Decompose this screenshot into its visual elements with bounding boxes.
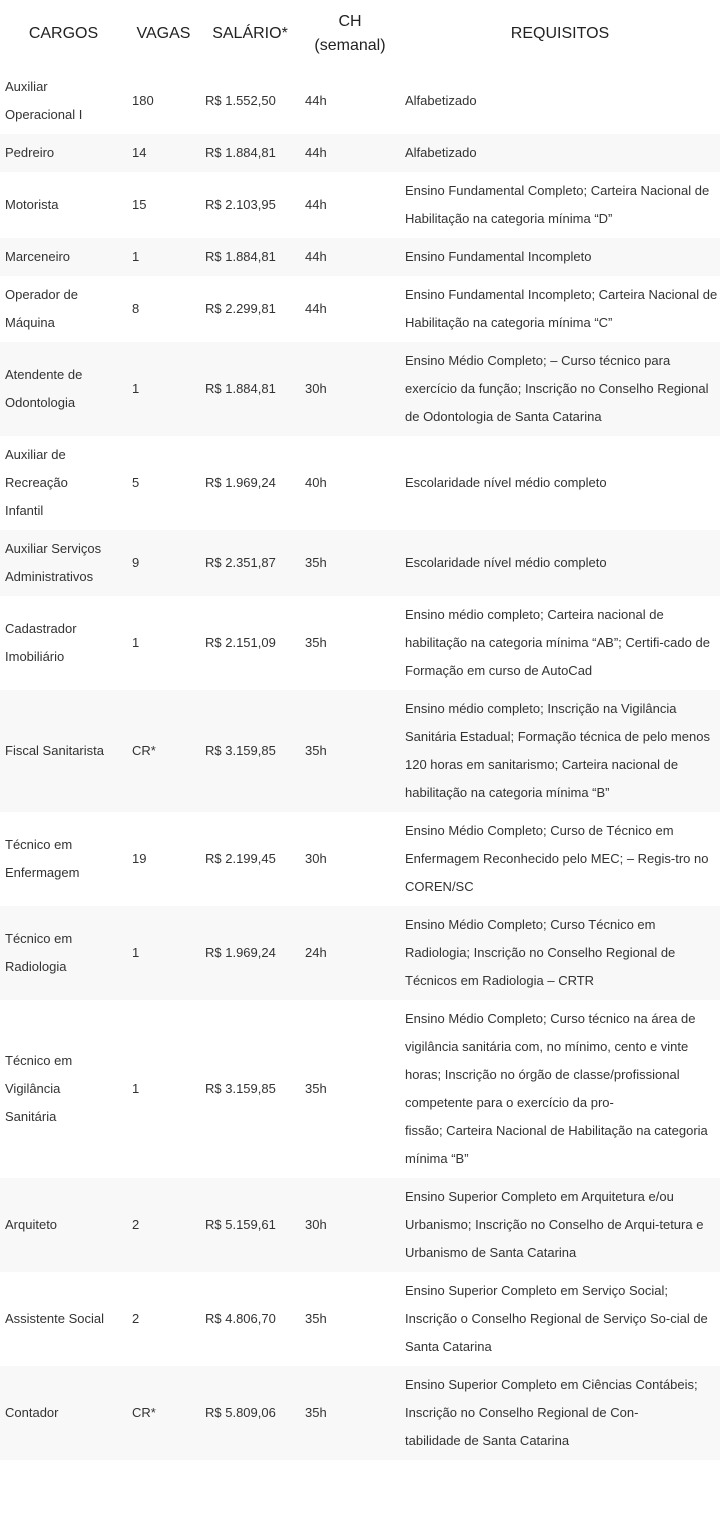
cell-requisitos: Ensino Superior Completo em Ciências Contábeis; Inscrição no Conselho Regional de Con- tabilidade de Santa Catarina bbox=[400, 1366, 720, 1460]
cell-vagas: 1 bbox=[132, 1081, 140, 1096]
cell-ch: 35h bbox=[300, 530, 400, 596]
header-requisitos: REQUISITOS bbox=[510, 25, 610, 42]
cell-vagas: CR* bbox=[127, 690, 200, 812]
cell-requisitos: Alfabetizado bbox=[405, 93, 477, 108]
cell-salario: R$ 2.103,95 bbox=[205, 197, 276, 212]
cell-cargo: Contador bbox=[0, 1366, 127, 1460]
cell-cargo: Pedreiro bbox=[0, 134, 127, 172]
table-row bbox=[0, 596, 720, 690]
cell-ch: 24h bbox=[300, 906, 400, 1000]
cell-cargo: Assistente Social bbox=[5, 1311, 104, 1326]
cell-salario: R$ 2.151,09 bbox=[205, 635, 276, 650]
cell-vagas: 180 bbox=[132, 93, 154, 108]
cell-ch: 44h bbox=[300, 134, 400, 172]
header-salario: SALÁRIO* bbox=[212, 25, 288, 42]
cell-cargo: Operador de Máquina bbox=[5, 287, 78, 330]
table-row bbox=[0, 1000, 720, 1178]
cell-salario: R$ 1.552,50 bbox=[205, 93, 276, 108]
cell-salario: R$ 1.884,81 bbox=[200, 342, 300, 436]
cell-ch: 35h bbox=[300, 690, 400, 812]
cell-salario: R$ 1.884,81 bbox=[200, 134, 300, 172]
cell-requisitos: Ensino Fundamental Completo; Carteira Nacional de Habilitação na categoria mínima “D” bbox=[405, 183, 710, 226]
header-cargos: CARGOS bbox=[28, 25, 99, 42]
cell-salario: R$ 2.299,81 bbox=[205, 301, 276, 316]
cell-ch: 35h bbox=[305, 1081, 327, 1096]
cell-vagas: CR* bbox=[127, 1366, 200, 1460]
cell-vagas: 15 bbox=[132, 197, 147, 212]
table-row bbox=[0, 172, 720, 238]
header-ch-line2: (semanal) bbox=[314, 37, 386, 54]
cell-ch: 44h bbox=[305, 301, 327, 316]
cell-salario: R$ 3.159,85 bbox=[200, 690, 300, 812]
cell-salario: R$ 5.809,06 bbox=[200, 1366, 300, 1460]
table-row bbox=[0, 1366, 720, 1460]
cell-cargo: Técnico em Vigilância Sanitária bbox=[5, 1053, 73, 1124]
cell-salario: R$ 5.159,61 bbox=[200, 1178, 300, 1272]
cell-ch: 40h bbox=[305, 475, 327, 490]
table-row bbox=[0, 342, 720, 436]
table-row bbox=[0, 68, 720, 134]
cell-salario: R$ 1.969,24 bbox=[205, 475, 276, 490]
cell-requisitos: Ensino médio completo; Carteira nacional de habilitação na categoria mínima “AB”; Certifi-cado de Formação em curso de AutoCad bbox=[405, 607, 710, 678]
table-row bbox=[0, 812, 720, 906]
cell-requisitos: Ensino Superior Completo em Arquitetura e/ou Urbanismo; Inscrição no Conselho de Arqui-tetura e Urbanismo de Santa Catarina bbox=[400, 1178, 720, 1272]
cell-vagas: 5 bbox=[132, 475, 140, 490]
cell-ch: 30h bbox=[300, 342, 400, 436]
cell-vagas: 14 bbox=[127, 134, 200, 172]
cell-requisitos: Escolaridade nível médio completo bbox=[400, 530, 720, 596]
cell-ch: 35h bbox=[305, 635, 327, 650]
cell-requisitos: Ensino Médio Completo; Curso Técnico em Radiologia; Inscrição no Conselho Regional de Técnicos em Radiologia – CRTR bbox=[400, 906, 720, 1000]
cell-requisitos: Escolaridade nível médio completo bbox=[405, 475, 607, 490]
cell-cargo: Fiscal Sanitarista bbox=[0, 690, 127, 812]
table-row bbox=[0, 906, 720, 1000]
header-ch bbox=[300, 0, 400, 68]
table-row bbox=[0, 276, 720, 342]
cell-vagas: 1 bbox=[127, 342, 200, 436]
table-row bbox=[0, 134, 720, 172]
header-vagas: VAGAS bbox=[136, 25, 191, 42]
cell-cargo: Auxiliar Serviços Administrativos bbox=[0, 530, 127, 596]
cell-requisitos: Ensino médio completo; Inscrição na Vigilância Sanitária Estadual; Formação técnica de pelo menos 120 horas em sanitarismo; Carteira nacional de habilitação na categoria mínima “B” bbox=[400, 690, 720, 812]
cell-salario: R$ 1.969,24 bbox=[200, 906, 300, 1000]
cell-ch: 44h bbox=[305, 197, 327, 212]
cell-cargo: Técnico em Radiologia bbox=[0, 906, 127, 1000]
cell-requisitos: Alfabetizado bbox=[400, 134, 720, 172]
table-row bbox=[0, 1272, 720, 1366]
cell-ch: 30h bbox=[305, 851, 327, 866]
cell-cargo: Auxiliar Operacional I bbox=[5, 79, 83, 122]
cell-requisitos: Ensino Fundamental Incompleto bbox=[400, 238, 720, 276]
cell-ch: 35h bbox=[300, 1366, 400, 1460]
cell-ch: 44h bbox=[300, 238, 400, 276]
cell-vagas: 2 bbox=[132, 1311, 140, 1326]
cell-salario: R$ 3.159,85 bbox=[205, 1081, 276, 1096]
cell-salario: R$ 2.351,87 bbox=[200, 530, 300, 596]
cell-ch: 35h bbox=[305, 1311, 327, 1326]
cell-vagas: 9 bbox=[127, 530, 200, 596]
table-header-row bbox=[0, 0, 720, 68]
cell-requisitos: Ensino Médio Completo; Curso técnico na área de vigilância sanitária com, no mínimo, cento e vinte horas; Inscrição no órgão de classe/profissional competente para o exercício da pro- fissão; Carteira Nacional de Habilitação na categoria mínima “B” bbox=[405, 1011, 708, 1166]
table-row bbox=[0, 436, 720, 530]
cell-cargo: Cadastrador Imobiliário bbox=[5, 621, 77, 664]
table-row bbox=[0, 238, 720, 276]
cell-vagas: 19 bbox=[132, 851, 147, 866]
cell-cargo: Auxiliar de Recreação Infantil bbox=[5, 447, 68, 518]
cell-requisitos: Ensino Superior Completo em Serviço Social; Inscrição o Conselho Regional de Serviço So-cial de Santa Catarina bbox=[405, 1283, 708, 1354]
cell-cargo: Arquiteto bbox=[0, 1178, 127, 1272]
cell-cargo: Motorista bbox=[5, 197, 59, 212]
table-row bbox=[0, 530, 720, 596]
cell-vagas: 1 bbox=[127, 906, 200, 1000]
cell-requisitos: Ensino Médio Completo; Curso de Técnico em Enfermagem Reconhecido pelo MEC; – Regis-tro no COREN/SC bbox=[405, 823, 709, 894]
cell-vagas: 1 bbox=[127, 238, 200, 276]
cell-cargo: Atendente de Odontologia bbox=[0, 342, 127, 436]
cell-vagas: 8 bbox=[132, 301, 140, 316]
cell-vagas: 1 bbox=[132, 635, 140, 650]
table-row bbox=[0, 690, 720, 812]
cell-salario: R$ 4.806,70 bbox=[205, 1311, 276, 1326]
cell-cargo: Técnico em Enfermagem bbox=[5, 837, 80, 880]
cell-requisitos: Ensino Fundamental Incompleto; Carteira Nacional de Habilitação na categoria mínima “C” bbox=[405, 287, 718, 330]
cell-cargo: Marceneiro bbox=[0, 238, 127, 276]
cell-requisitos: Ensino Médio Completo; – Curso técnico para exercício da função; Inscrição no Conselho Regional de Odontologia de Santa Catarina bbox=[400, 342, 720, 436]
cell-salario: R$ 2.199,45 bbox=[205, 851, 276, 866]
header-ch-line1: CH bbox=[338, 13, 362, 30]
cell-vagas: 2 bbox=[127, 1178, 200, 1272]
table-row bbox=[0, 1178, 720, 1272]
cell-salario: R$ 1.884,81 bbox=[200, 238, 300, 276]
cell-ch: 44h bbox=[305, 93, 327, 108]
cell-ch: 30h bbox=[300, 1178, 400, 1272]
